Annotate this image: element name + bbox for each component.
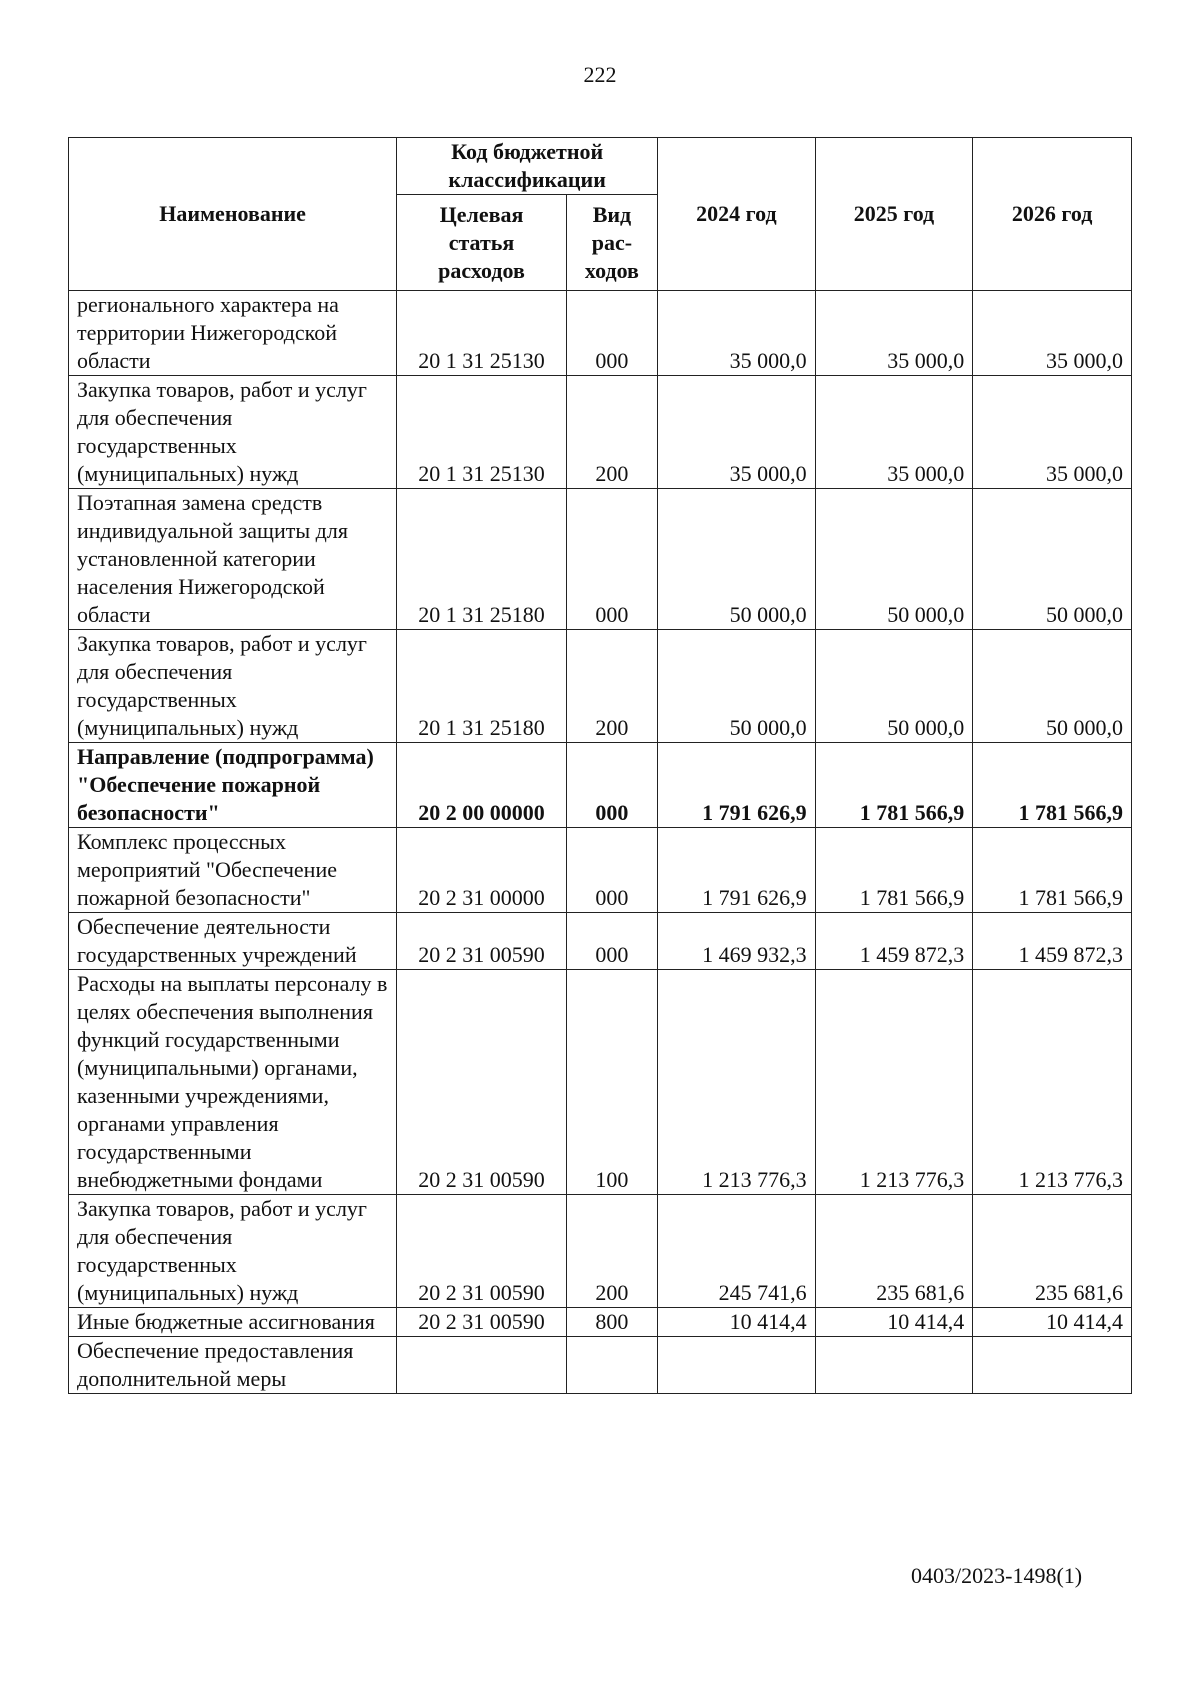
budget-table (68, 137, 1132, 1394)
row-name: Закупка товаров, работ и услуг для обеспечения государственных (муниципальных) нужд (69, 630, 397, 743)
row-amount-2024: 10 414,4 (658, 1308, 816, 1337)
row-target-code: 20 1 31 25130 (397, 291, 567, 376)
row-expense-type: 000 (566, 913, 657, 970)
table-row (69, 743, 1132, 828)
row-amount-2026: 235 681,6 (973, 1195, 1132, 1308)
header-code-group: Код бюджетной классификации (397, 138, 658, 195)
row-expense-type: 200 (566, 376, 657, 489)
row-amount-2026: 1 213 776,3 (973, 970, 1132, 1195)
row-amount-2026: 50 000,0 (973, 489, 1132, 630)
table-header (69, 138, 1132, 291)
row-amount-2024: 50 000,0 (658, 489, 816, 630)
row-name: Закупка товаров, работ и услуг для обеспечения государственных (муниципальных) нужд (69, 376, 397, 489)
row-expense-type: 200 (566, 630, 657, 743)
row-amount-2026: 50 000,0 (973, 630, 1132, 743)
row-amount-2025: 35 000,0 (815, 291, 973, 376)
row-amount-2025: 35 000,0 (815, 376, 973, 489)
header-2024: 2024 год (658, 138, 816, 291)
row-amount-2024 (658, 1337, 816, 1394)
row-name: Поэтапная замена средств индивидуальной защиты для установленной категории населения Нижегородской области (69, 489, 397, 630)
row-target-code: 20 2 31 00590 (397, 970, 567, 1195)
page-number: 222 (583, 62, 617, 87)
table-row (69, 489, 1132, 630)
document-number: 0403/2023-1498(1) (911, 1563, 1083, 1588)
row-expense-type: 000 (566, 489, 657, 630)
table-row (69, 291, 1132, 376)
row-amount-2026: 1 781 566,9 (973, 828, 1132, 913)
table-row (69, 970, 1132, 1195)
row-target-code: 20 2 31 00590 (397, 1308, 567, 1337)
header-name: Наименование (69, 138, 397, 291)
header-expense-type: Вид рас-ходов (566, 195, 657, 291)
table-row (69, 630, 1132, 743)
table-body (69, 291, 1132, 1394)
row-amount-2024: 245 741,6 (658, 1195, 816, 1308)
table-row (69, 913, 1132, 970)
table-row (69, 376, 1132, 489)
row-target-code: 20 2 31 00000 (397, 828, 567, 913)
row-amount-2026: 35 000,0 (973, 376, 1132, 489)
row-target-code: 20 2 31 00590 (397, 1195, 567, 1308)
row-expense-type (566, 1337, 657, 1394)
header-2026: 2026 год (973, 138, 1132, 291)
header-target-article: Целевая статья расходов (397, 195, 567, 291)
row-amount-2024: 50 000,0 (658, 630, 816, 743)
row-name: Обеспечение предоставления дополнительной меры (69, 1337, 397, 1394)
row-amount-2025: 1 781 566,9 (815, 828, 973, 913)
table-row (69, 1195, 1132, 1308)
header-2025: 2025 год (815, 138, 973, 291)
row-amount-2025: 1 781 566,9 (815, 743, 973, 828)
row-amount-2024: 35 000,0 (658, 291, 816, 376)
row-name: Комплекс процессных мероприятий "Обеспечение пожарной безопасности" (69, 828, 397, 913)
row-amount-2026 (973, 1337, 1132, 1394)
table-row (69, 828, 1132, 913)
row-amount-2025: 10 414,4 (815, 1308, 973, 1337)
row-target-code: 20 2 00 00000 (397, 743, 567, 828)
row-amount-2026: 1 781 566,9 (973, 743, 1132, 828)
table-row (69, 1337, 1132, 1394)
row-amount-2026: 10 414,4 (973, 1308, 1132, 1337)
row-amount-2025: 1 213 776,3 (815, 970, 973, 1195)
row-amount-2025: 50 000,0 (815, 630, 973, 743)
row-target-code: 20 2 31 00590 (397, 913, 567, 970)
row-target-code: 20 1 31 25130 (397, 376, 567, 489)
row-amount-2025: 1 459 872,3 (815, 913, 973, 970)
row-name: Направление (подпрограмма) "Обеспечение пожарной безопасности" (69, 743, 397, 828)
row-amount-2026: 1 459 872,3 (973, 913, 1132, 970)
row-expense-type: 000 (566, 743, 657, 828)
table-row (69, 1308, 1132, 1337)
row-name: Закупка товаров, работ и услуг для обеспечения государственных (муниципальных) нужд (69, 1195, 397, 1308)
row-amount-2026: 35 000,0 (973, 291, 1132, 376)
row-name: Иные бюджетные ассигнования (69, 1308, 397, 1337)
row-amount-2025: 50 000,0 (815, 489, 973, 630)
row-expense-type: 100 (566, 970, 657, 1195)
row-expense-type: 000 (566, 828, 657, 913)
row-expense-type: 800 (566, 1308, 657, 1337)
row-name: Расходы на выплаты персоналу в целях обеспечения выполнения функций государственными (муниципальными) органами, казенными учреждениями, органами управления государственными внебюджетными фондами (69, 970, 397, 1195)
row-name: регионального характера на территории Нижегородской области (69, 291, 397, 376)
row-amount-2025 (815, 1337, 973, 1394)
row-target-code: 20 1 31 25180 (397, 630, 567, 743)
row-expense-type: 200 (566, 1195, 657, 1308)
row-target-code: 20 1 31 25180 (397, 489, 567, 630)
row-amount-2024: 35 000,0 (658, 376, 816, 489)
row-amount-2024: 1 213 776,3 (658, 970, 816, 1195)
row-amount-2025: 235 681,6 (815, 1195, 973, 1308)
row-amount-2024: 1 791 626,9 (658, 743, 816, 828)
row-name: Обеспечение деятельности государственных учреждений (69, 913, 397, 970)
row-expense-type: 000 (566, 291, 657, 376)
row-target-code (397, 1337, 567, 1394)
row-amount-2024: 1 791 626,9 (658, 828, 816, 913)
row-amount-2024: 1 469 932,3 (658, 913, 816, 970)
